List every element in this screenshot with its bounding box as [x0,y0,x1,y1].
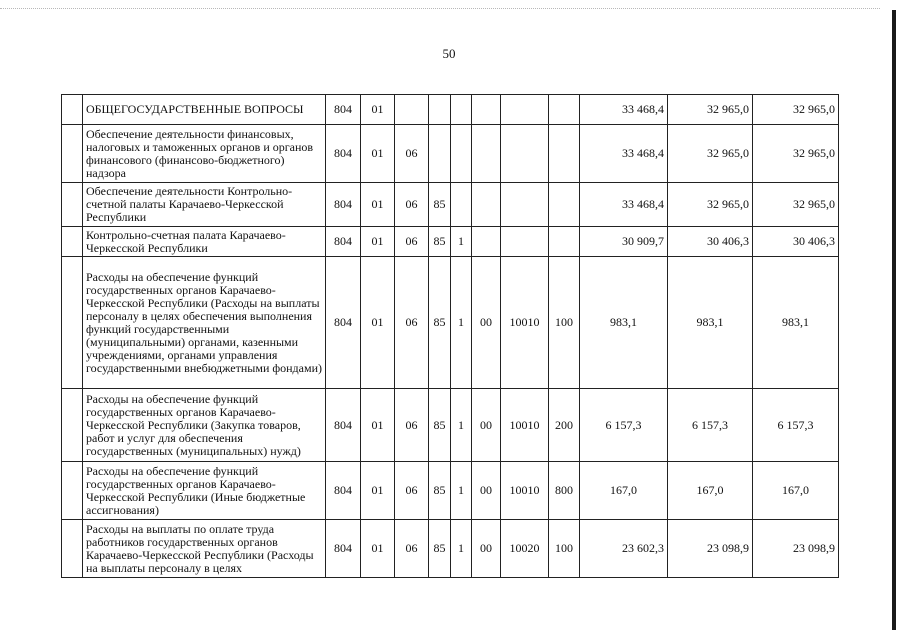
code-direction: 10010 [501,389,549,462]
code-ved: 804 [326,183,361,227]
amount-year-3: 32 965,0 [753,95,839,125]
table-row [62,389,839,462]
row-name: Обеспечение деятельности финансовых, налоговых и таможенных органов и органов финансового (финансово-бюджетного) надзора [83,125,326,183]
budget-table [61,94,839,578]
row-name: Расходы на обеспечение функций государственных органов Карачаево-Черкесской Республики (Иные бюджетные ассигнования) [83,462,326,520]
code-expense-type: 200 [549,389,580,462]
amount-year-3: 32 965,0 [753,183,839,227]
code-section: 01 [361,462,395,520]
code-ved: 804 [326,125,361,183]
code-subprogram: 1 [451,227,472,257]
amount-year-1: 30 909,7 [580,227,668,257]
code-section: 01 [361,520,395,578]
code-event: 00 [472,257,501,389]
amount-year-2: 983,1 [668,257,753,389]
amount-year-2: 30 406,3 [668,227,753,257]
amount-year-2: 32 965,0 [668,183,753,227]
code-program: 85 [429,257,451,389]
amount-year-3: 23 098,9 [753,520,839,578]
code-direction: 10010 [501,257,549,389]
row-blank-cell [62,389,83,462]
amount-year-1: 983,1 [580,257,668,389]
code-expense-type: 100 [549,520,580,578]
code-program: 85 [429,227,451,257]
code-ved: 804 [326,95,361,125]
code-event: 00 [472,520,501,578]
amount-year-1: 33 468,4 [580,95,668,125]
code-section: 01 [361,227,395,257]
row-name: Контрольно-счетная палата Карачаево-Черкесской Республики [83,227,326,257]
code-subsection: 06 [395,183,429,227]
amount-year-2: 167,0 [668,462,753,520]
code-ved: 804 [326,462,361,520]
code-section: 01 [361,183,395,227]
code-subsection: 06 [395,520,429,578]
amount-year-2: 32 965,0 [668,95,753,125]
code-section: 01 [361,95,395,125]
amount-year-1: 167,0 [580,462,668,520]
table-row [62,462,839,520]
code-section: 01 [361,389,395,462]
page-number: 50 [442,46,456,61]
row-name: Расходы на выплаты по оплате труда работников государственных органов Карачаево-Черкесской Республики (Расходы на выплаты персоналу в целях [83,520,326,578]
code-expense-type: 100 [549,257,580,389]
code-section: 01 [361,125,395,183]
amount-year-1: 33 468,4 [580,183,668,227]
code-program: 85 [429,389,451,462]
code-event [472,125,501,183]
code-direction [501,227,549,257]
row-blank-cell [62,257,83,389]
amount-year-1: 33 468,4 [580,125,668,183]
amount-year-2: 23 098,9 [668,520,753,578]
code-direction [501,125,549,183]
code-program [429,95,451,125]
code-section: 01 [361,257,395,389]
code-program: 85 [429,462,451,520]
code-program: 85 [429,183,451,227]
code-event: 00 [472,389,501,462]
table-row [62,125,839,183]
scan-right-edge [892,10,896,630]
code-subsection: 06 [395,227,429,257]
row-name: ОБЩЕГОСУДАРСТВЕННЫЕ ВОПРОСЫ [83,95,326,125]
code-subsection [395,95,429,125]
code-direction [501,183,549,227]
table-row [62,227,839,257]
amount-year-3: 983,1 [753,257,839,389]
row-blank-cell [62,95,83,125]
code-subsection: 06 [395,125,429,183]
row-name: Расходы на обеспечение функций государственных органов Карачаево-Черкесской Республики (Закупка товаров, работ и услуг для обеспечения государственных (муниципальных) нужд) [83,389,326,462]
code-ved: 804 [326,257,361,389]
code-direction [501,95,549,125]
row-blank-cell [62,520,83,578]
code-subprogram: 1 [451,520,472,578]
row-blank-cell [62,125,83,183]
code-subsection: 06 [395,389,429,462]
code-subprogram [451,125,472,183]
code-event [472,227,501,257]
table-row [62,257,839,389]
code-subprogram: 1 [451,389,472,462]
code-subsection: 06 [395,462,429,520]
scan-top-edge [0,8,880,9]
table-row [62,183,839,227]
code-subsection: 06 [395,257,429,389]
code-expense-type [549,95,580,125]
row-blank-cell [62,462,83,520]
code-event [472,183,501,227]
code-subprogram: 1 [451,462,472,520]
code-event: 00 [472,462,501,520]
table-row [62,95,839,125]
code-subprogram [451,95,472,125]
amount-year-2: 6 157,3 [668,389,753,462]
code-expense-type [549,183,580,227]
amount-year-3: 167,0 [753,462,839,520]
amount-year-1: 23 602,3 [580,520,668,578]
row-name: Обеспечение деятельности Контрольно-счетной палаты Карачаево-Черкесской Республики [83,183,326,227]
code-ved: 804 [326,389,361,462]
row-name: Расходы на обеспечение функций государственных органов Карачаево-Черкесской Республики (Расходы на выплаты персоналу в целях обеспечения выполнения функций государственными (муниципальными) органами, казенными учреждениями, органами управления государственными внебюджетными фондами) [83,257,326,389]
code-event [472,95,501,125]
code-subprogram [451,183,472,227]
code-expense-type: 800 [549,462,580,520]
amount-year-3: 32 965,0 [753,125,839,183]
table-row [62,520,839,578]
code-direction: 10010 [501,462,549,520]
code-program: 85 [429,520,451,578]
amount-year-2: 32 965,0 [668,125,753,183]
code-subprogram: 1 [451,257,472,389]
code-expense-type [549,125,580,183]
row-blank-cell [62,227,83,257]
code-ved: 804 [326,227,361,257]
amount-year-3: 6 157,3 [753,389,839,462]
code-ved: 804 [326,520,361,578]
amount-year-1: 6 157,3 [580,389,668,462]
code-direction: 10020 [501,520,549,578]
code-program [429,125,451,183]
row-blank-cell [62,183,83,227]
amount-year-3: 30 406,3 [753,227,839,257]
code-expense-type [549,227,580,257]
